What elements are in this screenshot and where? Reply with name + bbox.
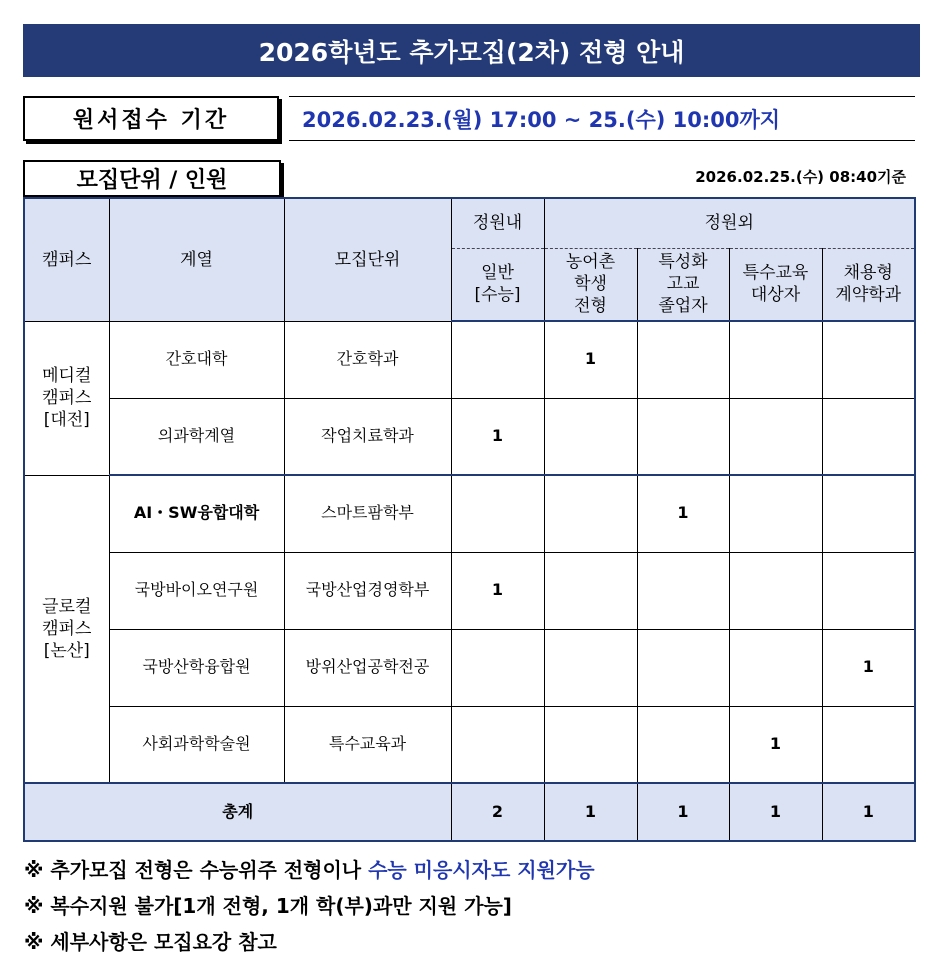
general-cell: [451, 475, 544, 552]
rural-cell: [544, 475, 637, 552]
special-ed-cell: [729, 552, 822, 629]
series-cell: 국방바이오연구원: [109, 552, 284, 629]
contract-cell: [822, 321, 915, 398]
header-outside-quota: 정원외: [544, 198, 915, 248]
special-ed-cell: [729, 321, 822, 398]
total-special-ed: 1: [729, 783, 822, 841]
total-label: 총계: [24, 783, 451, 841]
total-general: 2: [451, 783, 544, 841]
series-cell: AI・SW융합대학: [109, 475, 284, 552]
contract-cell: [822, 475, 915, 552]
period-label: 원서접수 기간: [23, 96, 279, 141]
special-hs-cell: [637, 398, 729, 475]
table-row: [24, 706, 915, 783]
header-special-hs: 특성화 고교 졸업자: [637, 248, 729, 321]
header-special-ed: 특수교육 대상자: [729, 248, 822, 321]
special-hs-cell: [637, 629, 729, 706]
series-cell: 의과학계열: [109, 398, 284, 475]
header-general: 일반 [수능]: [451, 248, 544, 321]
note-highlight: 수능 미응시자도 지원가능: [368, 858, 595, 882]
special-hs-cell: [637, 321, 729, 398]
rural-cell: 1: [544, 321, 637, 398]
header-unit: 모집단위: [284, 198, 451, 321]
total-contract: 1: [822, 783, 915, 841]
note-item: ※ 추가모집 전형은 수능위주 전형이나 수능 미응시자도 지원가능: [24, 858, 595, 882]
special-hs-cell: [637, 706, 729, 783]
units-label: 모집단위 / 인원: [23, 160, 281, 197]
period-value: 2026.02.23.(월) 17:00 ~ 25.(수) 10:00까지: [289, 96, 915, 141]
contract-cell: [822, 398, 915, 475]
page-title: 2026학년도 추가모집(2차) 전형 안내: [23, 24, 920, 77]
header-inside-quota: 정원내: [451, 198, 544, 248]
note-item: ※ 세부사항은 모집요강 참고: [24, 930, 277, 954]
special-ed-cell: [729, 629, 822, 706]
special-ed-cell: [729, 475, 822, 552]
header-campus: 캠퍼스: [24, 198, 109, 321]
unit-cell: 방위산업공학전공: [284, 629, 451, 706]
series-cell: 국방산학융합원: [109, 629, 284, 706]
header-contract: 채용형 계약학과: [822, 248, 915, 321]
contract-cell: [822, 552, 915, 629]
rural-cell: [544, 706, 637, 783]
table-row: [24, 321, 915, 398]
general-cell: 1: [451, 398, 544, 475]
total-rural: 1: [544, 783, 637, 841]
header-rural: 농어촌 학생 전형: [544, 248, 637, 321]
rural-cell: [544, 398, 637, 475]
table-row: [24, 398, 915, 475]
recruitment-table: [23, 197, 916, 842]
campus-medical: 메디컬 캠퍼스 [대전]: [24, 321, 109, 475]
series-cell: 간호대학: [109, 321, 284, 398]
series-cell: 사회과학학술원: [109, 706, 284, 783]
general-cell: 1: [451, 552, 544, 629]
special-ed-cell: [729, 398, 822, 475]
unit-cell: 특수교육과: [284, 706, 451, 783]
notes: [24, 852, 595, 960]
unit-cell: 작업치료학과: [284, 398, 451, 475]
header-series: 계열: [109, 198, 284, 321]
unit-cell: 국방산업경영학부: [284, 552, 451, 629]
unit-cell: 스마트팜학부: [284, 475, 451, 552]
campus-glocal: 글로컬 캠퍼스 [논산]: [24, 475, 109, 783]
general-cell: [451, 321, 544, 398]
total-row: [24, 783, 915, 841]
rural-cell: [544, 552, 637, 629]
note-item: ※ 복수지원 불가[1개 전형, 1개 학(부)과만 지원 가능]: [24, 894, 512, 918]
rural-cell: [544, 629, 637, 706]
table-row: [24, 629, 915, 706]
special-hs-cell: 1: [637, 475, 729, 552]
special-hs-cell: [637, 552, 729, 629]
basis-timestamp: 2026.02.25.(수) 08:40기준: [695, 168, 906, 186]
contract-cell: [822, 706, 915, 783]
special-ed-cell: 1: [729, 706, 822, 783]
table-row: [24, 475, 915, 552]
unit-cell: 간호학과: [284, 321, 451, 398]
table-row: [24, 552, 915, 629]
total-special-hs: 1: [637, 783, 729, 841]
contract-cell: 1: [822, 629, 915, 706]
general-cell: [451, 629, 544, 706]
general-cell: [451, 706, 544, 783]
